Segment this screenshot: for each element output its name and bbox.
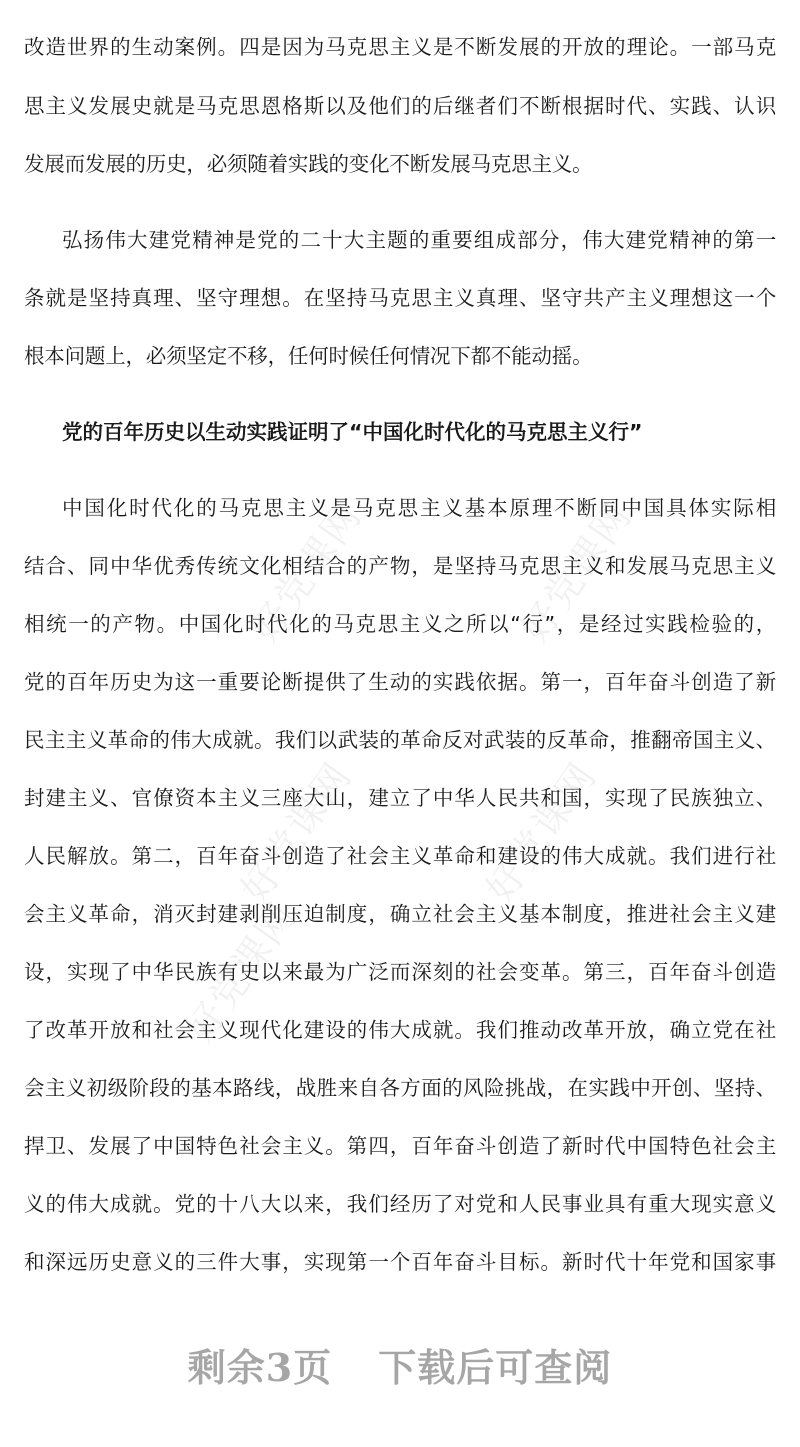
text-line: 捍卫、发展了中国特色社会主义。第四，百年奋斗创造了新时代中国特色社会主 — [24, 1134, 776, 1158]
watermark: 好党课网 — [477, 754, 606, 911]
text-line: 中国化时代化的马克思主义是马克思主义基本原理不断同中国具体实际相 — [62, 496, 776, 520]
text-line: 人民解放。第二，百年奋斗创造了社会主义革命和建设的伟大成就。我们进行社 — [24, 844, 776, 868]
text-line: 相统一的产物。中国化时代化的马克思主义之所以“行”，是经过实践检验的， — [24, 612, 776, 636]
text-line: 会主义革命，消灭封建剥削压迫制度，确立社会主义基本制度，推进社会主义建 — [24, 902, 776, 926]
section-heading: 党的百年历史以生动实践证明了“中国化时代化的马克思主义行” — [62, 420, 643, 444]
text-line: 发展而发展的历史，必须随着实践的变化不断发展马克思主义。 — [24, 152, 593, 176]
remaining-pages-label: 剩余3页 — [187, 1345, 333, 1390]
text-line: 设，实现了中华民族有史以来最为广泛而深刻的社会变革。第三，百年奋斗创造 — [24, 960, 776, 984]
text-line: 会主义初级阶段的基本路线，战胜来自各方面的风险挑战，在实践中开创、坚持、 — [24, 1076, 776, 1100]
text-line: 党的百年历史为这一重要论断提供了生动的实践依据。第一，百年奋斗创造了新 — [24, 670, 776, 694]
watermark: 好党课网 — [242, 494, 371, 651]
watermark: 好党课网 — [232, 754, 361, 911]
text-line: 了改革开放和社会主义现代化建设的伟大成就。我们推动改革开放，确立党在社 — [24, 1018, 776, 1042]
text-line: 结合、同中华优秀传统文化相结合的产物，是坚持马克思主义和发展马克思主义 — [24, 554, 776, 578]
text-line: 封建主义、官僚资本主义三座大山，建立了中华人民共和国，实现了民族独立、 — [24, 786, 776, 810]
download-to-view-label[interactable]: 下载后可查阅 — [378, 1345, 613, 1390]
text-line: 根本问题上，必须坚定不移，任何时候任何情况下都不能动摇。 — [24, 344, 593, 368]
text-line: 思主义发展史就是马克思恩格斯以及他们的后继者们不断根据时代、实践、认识 — [24, 94, 776, 118]
text-line: 改造世界的生动案例。四是因为马克思主义是不断发展的开放的理论。一部马克 — [24, 35, 776, 59]
download-prompt-banner[interactable] — [0, 1346, 800, 1390]
text-line: 义的伟大成就。党的十八大以来，我们经历了对党和人民事业具有重大现实意义 — [24, 1192, 776, 1216]
text-line: 民主主义革命的伟大成就。我们以武装的革命反对武装的反革命，推翻帝国主义、 — [24, 728, 776, 752]
text-line: 弘扬伟大建党精神是党的二十大主题的重要组成部分，伟大建党精神的第一 — [62, 228, 776, 252]
text-line: 和深远历史意义的三件大事，实现第一个百年奋斗目标。新时代十年党和国家事 — [24, 1250, 776, 1274]
watermark: 好党课网 — [512, 494, 641, 651]
text-line: 条就是坚持真理、坚守理想。在坚持马克思主义真理、坚守共产主义理想这一个 — [24, 286, 776, 310]
watermark: 好党课网 — [177, 894, 306, 1051]
